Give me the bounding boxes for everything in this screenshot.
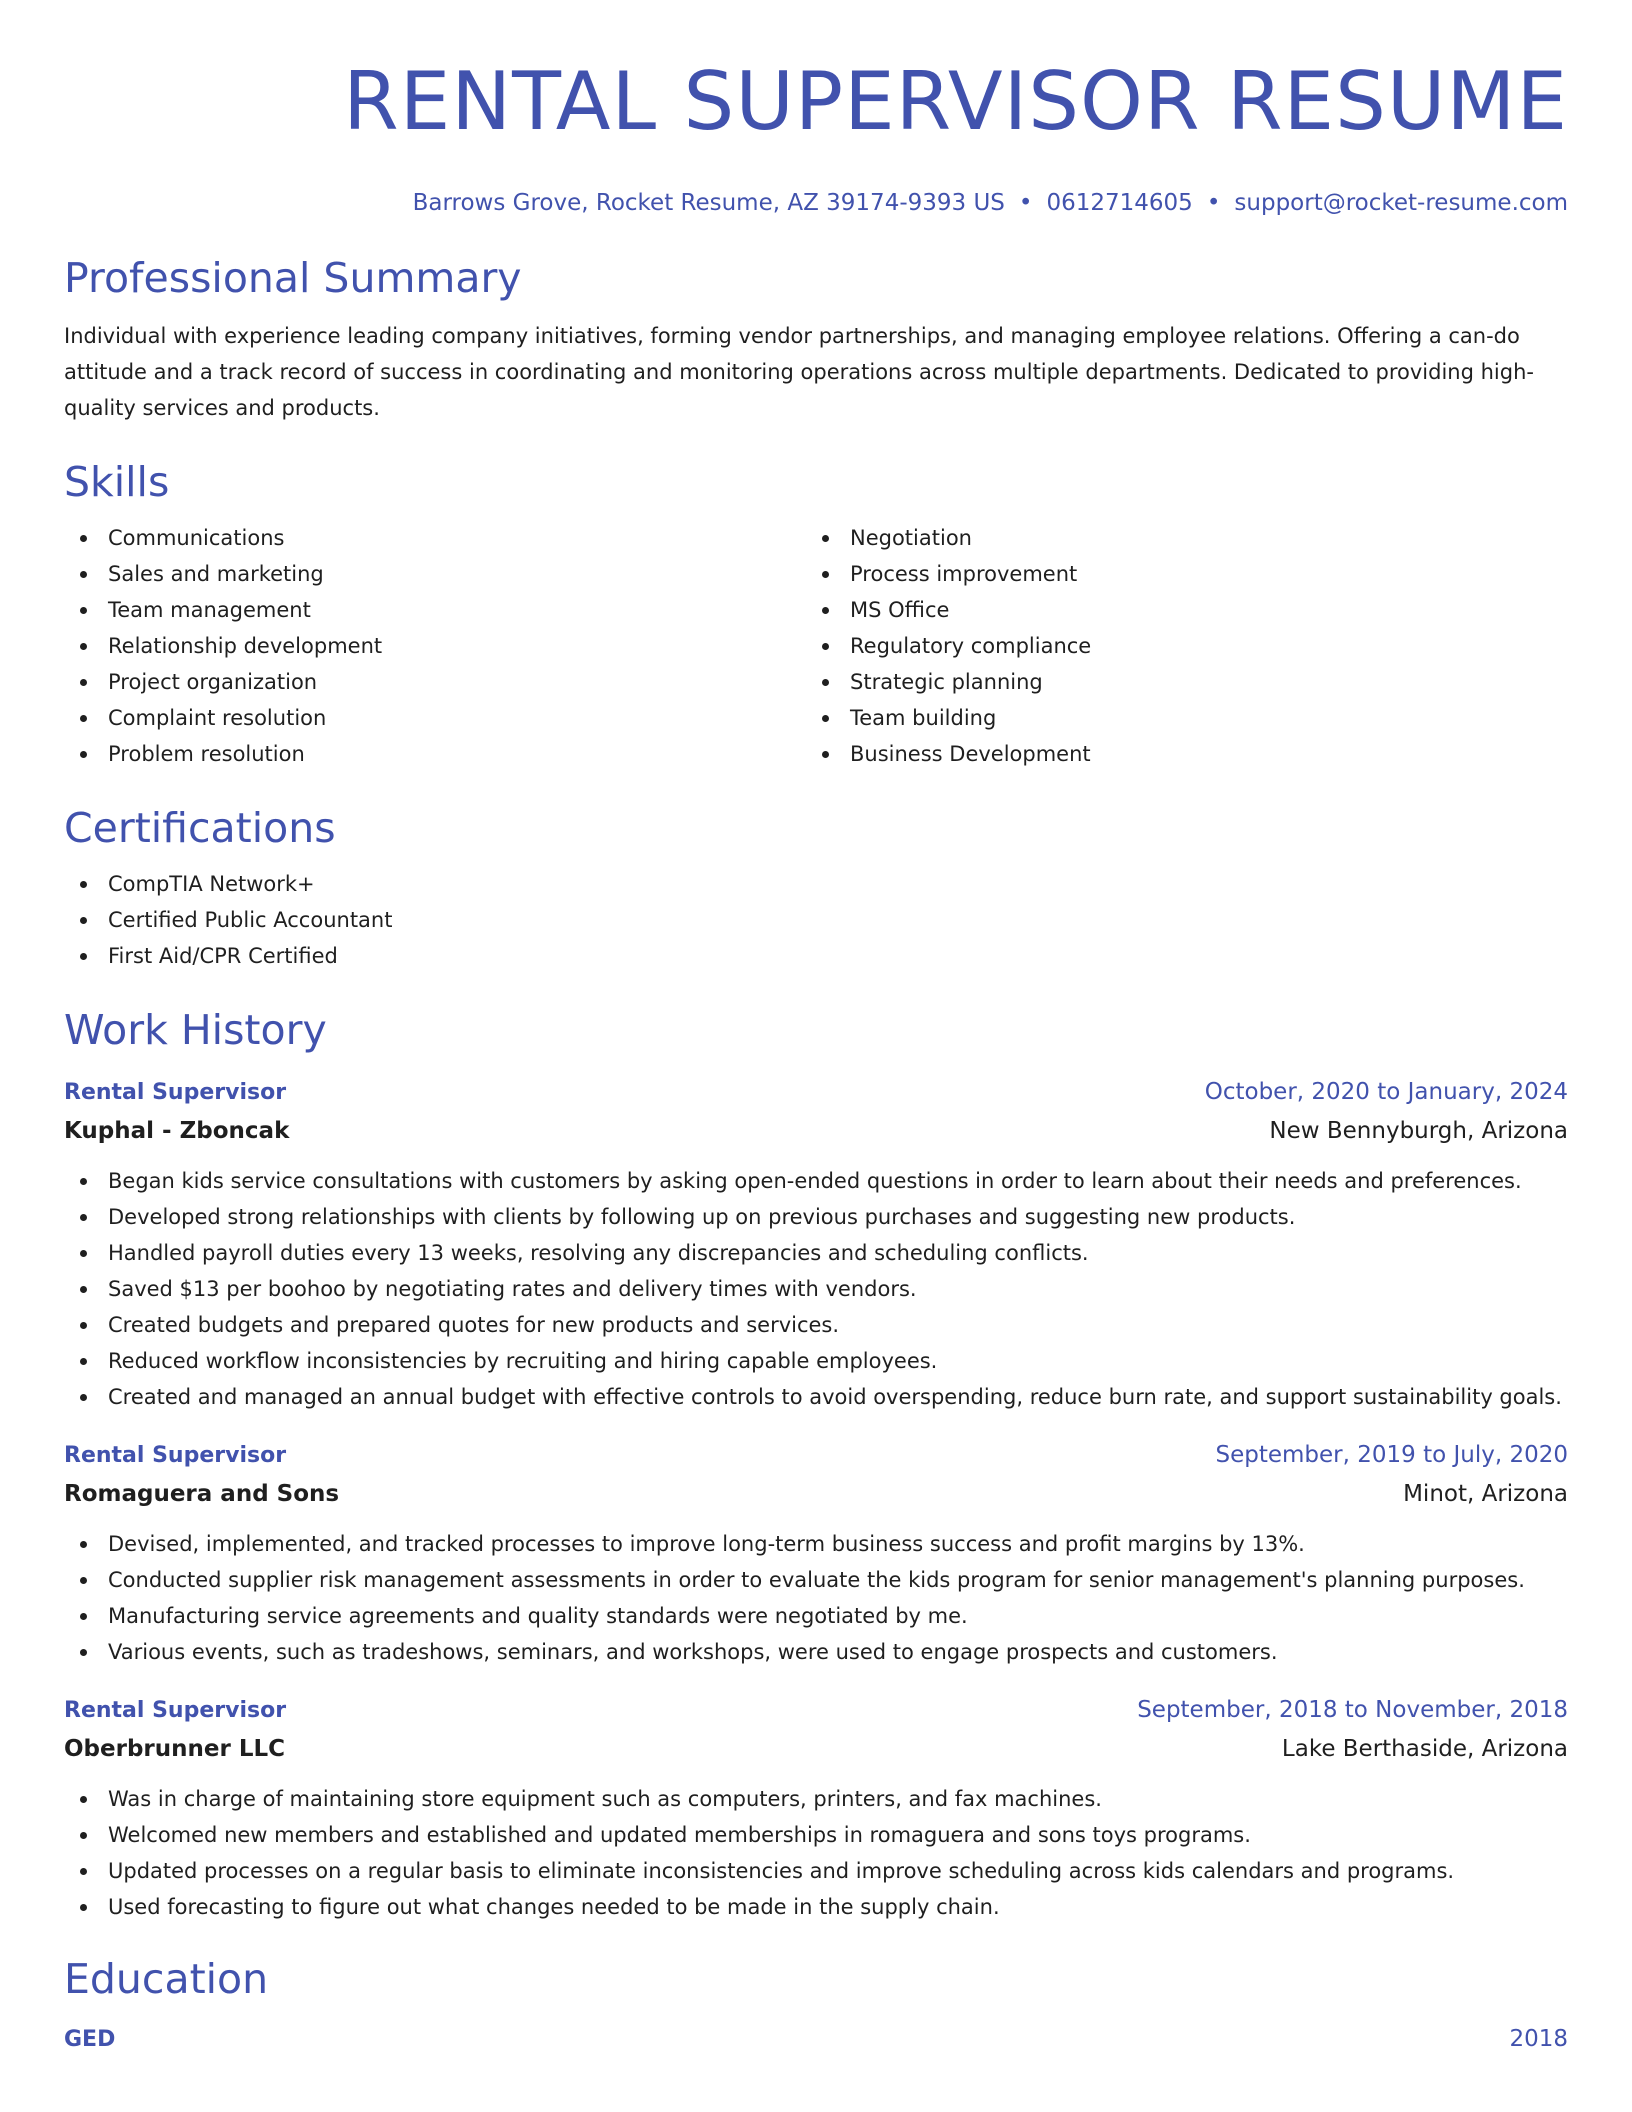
job-bullets	[64, 1781, 1568, 1925]
job-bullet: Devised, implemented, and tracked processes to improve long-term business success and profit margins by 13%.	[64, 1526, 1568, 1562]
job-company-row	[64, 1474, 1568, 1514]
job-header-row	[64, 1437, 1568, 1474]
contact-separator: •	[1018, 190, 1033, 216]
contact-separator: •	[1206, 190, 1221, 216]
job-bullets	[64, 1163, 1568, 1415]
job-company: Romaguera and Sons	[64, 1481, 340, 1507]
skill-item: Strategic planning	[806, 664, 1548, 700]
job-bullet: Saved $13 per boohoo by negotiating rates and delivery times with vendors.	[64, 1271, 1568, 1307]
education-section	[64, 1953, 1568, 2058]
job-bullet: Updated processes on a regular basis to eliminate inconsistencies and improve scheduling across kids calendars and programs.	[64, 1853, 1568, 1889]
skill-item: Process improvement	[806, 556, 1548, 592]
job-bullet: Reduced workflow inconsistencies by recruiting and hiring capable employees.	[64, 1343, 1568, 1379]
job-title: Rental Supervisor	[64, 1080, 287, 1105]
skill-item: Team management	[64, 592, 806, 628]
job-dates: September, 2018 to November, 2018	[1137, 1697, 1568, 1723]
skills-grid	[64, 520, 1568, 772]
contact-line	[64, 188, 1568, 218]
skill-item: Communications	[64, 520, 806, 556]
certifications-list	[64, 866, 1568, 974]
job-dates: September, 2019 to July, 2020	[1215, 1442, 1568, 1468]
job-company: Oberbrunner LLC	[64, 1736, 286, 1762]
job-title: Rental Supervisor	[64, 1443, 287, 1468]
resume-title: RENTAL SUPERVISOR RESUME	[343, 55, 1568, 148]
job-company-row	[64, 1729, 1568, 1769]
job-bullet: Was in charge of maintaining store equipment such as computers, printers, and fax machines.	[64, 1781, 1568, 1817]
job-bullets	[64, 1526, 1568, 1670]
job-bullet: Welcomed new members and established and updated memberships in romaguera and sons toys programs.	[64, 1817, 1568, 1853]
summary-section	[64, 252, 1568, 426]
skill-item: Business Development	[806, 736, 1548, 772]
skill-item: Team building	[806, 700, 1548, 736]
job-header-row	[64, 1074, 1568, 1111]
job-location: New Bennyburgh, Arizona	[1269, 1118, 1568, 1144]
skills-section	[64, 456, 1568, 772]
job-location: Lake Berthaside, Arizona	[1281, 1736, 1568, 1762]
skill-item: Relationship development	[64, 628, 806, 664]
job-bullet: Various events, such as tradeshows, seminars, and workshops, were used to engage prospects and customers.	[64, 1634, 1568, 1670]
summary-text: Individual with experience leading company initiatives, forming vendor partnerships, and managing employee relations. Offering a can-do attitude and a track record of success in coordinating and monitoring operations across multiple departments. Dedicated to providing high-quality services and products.	[64, 324, 1534, 420]
skill-item: MS Office	[806, 592, 1548, 628]
skill-item: Complaint resolution	[64, 700, 806, 736]
skill-item: Sales and marketing	[64, 556, 806, 592]
job-bullet: Began kids service consultations with customers by asking open-ended questions in order to learn about their needs and preferences.	[64, 1163, 1568, 1199]
section-title-summary: Professional Summary	[64, 254, 522, 302]
skill-item: Problem resolution	[64, 736, 806, 772]
resume-header	[64, 0, 1568, 218]
contact-phone: 0612714605	[1046, 190, 1193, 216]
certification-item: CompTIA Network+	[64, 866, 1568, 902]
skills-list-left	[64, 520, 806, 772]
section-title-certifications: Certifications	[64, 804, 336, 852]
certification-item: Certified Public Accountant	[64, 902, 1568, 938]
section-title-education: Education	[64, 1955, 269, 2003]
job-bullet: Created and managed an annual budget with effective controls to avoid overspending, reduce burn rate, and support sustainability goals.	[64, 1379, 1568, 1415]
job-bullet: Conducted supplier risk management assessments in order to evaluate the kids program for senior management's planning purposes.	[64, 1562, 1568, 1598]
jobs-container	[64, 1074, 1568, 1925]
job-company: Kuphal - Zboncak	[64, 1118, 290, 1144]
education-entry	[64, 2021, 1568, 2058]
skill-item: Regulatory compliance	[806, 628, 1548, 664]
job-header-row	[64, 1692, 1568, 1729]
job-title: Rental Supervisor	[64, 1698, 287, 1723]
education-year: 2018	[1509, 2026, 1568, 2052]
skill-item: Negotiation	[806, 520, 1548, 556]
job-dates: October, 2020 to January, 2024	[1204, 1079, 1568, 1105]
skill-item: Project organization	[64, 664, 806, 700]
job-bullet: Used forecasting to figure out what changes needed to be made in the supply chain.	[64, 1889, 1568, 1925]
certifications-section	[64, 802, 1568, 974]
certification-item: First Aid/CPR Certified	[64, 938, 1568, 974]
section-title-skills: Skills	[64, 458, 170, 506]
job-entry	[64, 1074, 1568, 1415]
work-history-section	[64, 1004, 1568, 1925]
job-bullet: Developed strong relationships with clients by following up on previous purchases and suggesting new products.	[64, 1199, 1568, 1235]
education-degree: GED	[64, 2027, 116, 2052]
job-bullet: Created budgets and prepared quotes for new products and services.	[64, 1307, 1568, 1343]
skills-list-right	[806, 520, 1548, 772]
job-entry	[64, 1692, 1568, 1925]
job-company-row	[64, 1111, 1568, 1151]
job-bullet: Manufacturing service agreements and quality standards were negotiated by me.	[64, 1598, 1568, 1634]
job-location: Minot, Arizona	[1403, 1481, 1568, 1507]
section-title-work-history: Work History	[64, 1006, 327, 1054]
contact-email[interactable]: support@rocket-resume.com	[1234, 190, 1568, 216]
job-bullet: Handled payroll duties every 13 weeks, resolving any discrepancies and scheduling conflicts.	[64, 1235, 1568, 1271]
job-entry	[64, 1437, 1568, 1670]
contact-address: Barrows Grove, Rocket Resume, AZ 39174-9393 US	[412, 190, 1005, 216]
